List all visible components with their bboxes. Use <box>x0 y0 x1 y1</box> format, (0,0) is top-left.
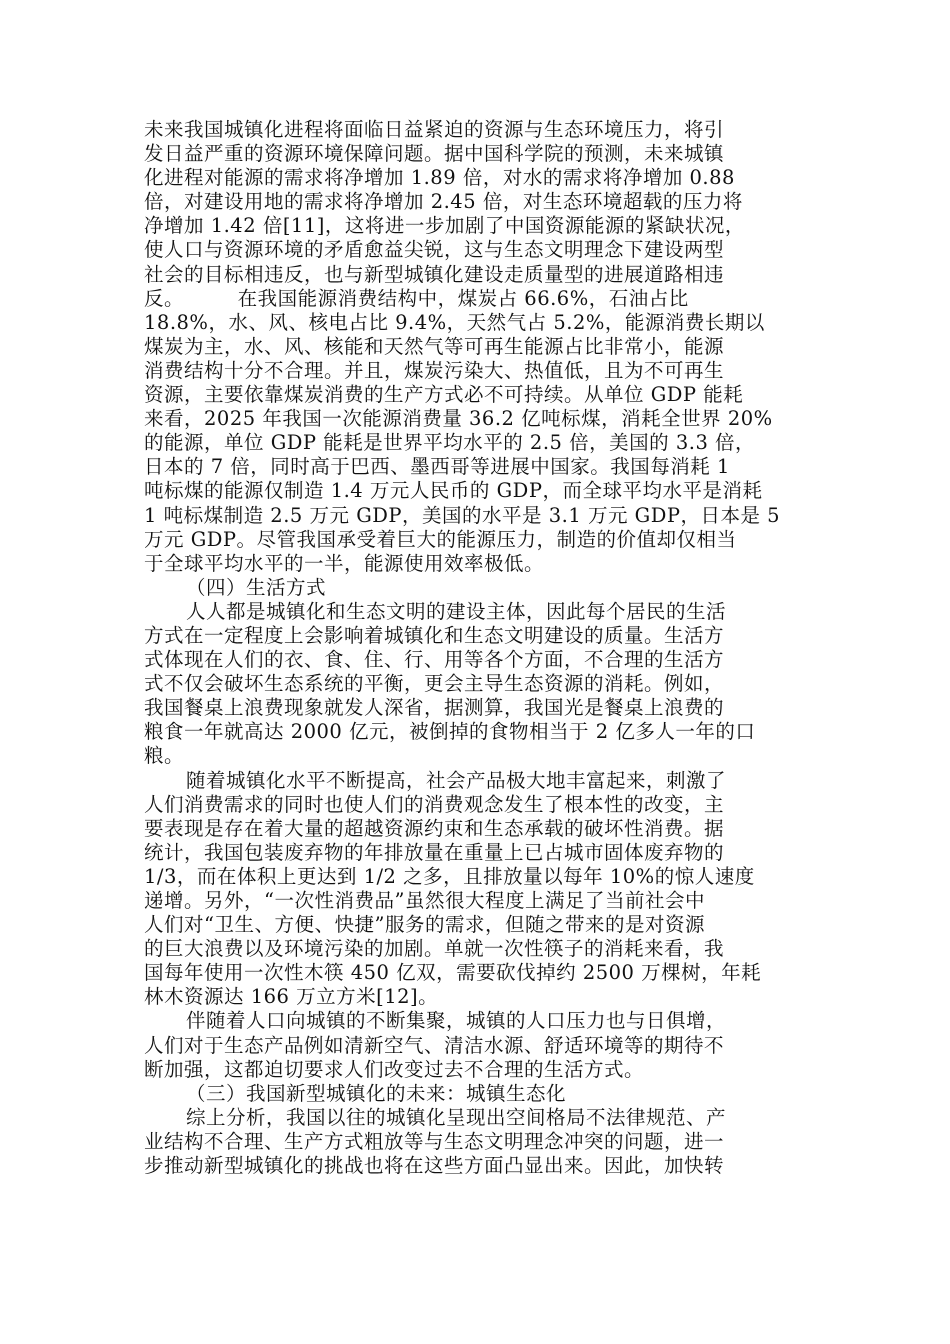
text-line: 未来我国城镇化进程将面临日益紧迫的资源与生态环境压力，将引 <box>144 118 725 141</box>
text-line: 日本的 7 倍，同时高于巴西、墨西哥等进展中国家。我国每消耗 1 <box>144 455 730 479</box>
text-line: 1 吨标煤制造 2.5 万元 GDP，美国的水平是 3.1 万元 GDP，日本是 5 <box>144 503 781 527</box>
text-line: 使人口与资源环境的矛盾愈益尖锐，这与生态文明理念下建设两型 <box>144 238 725 262</box>
text-line: 步推动新型城镇化的挑战也将在这些方面凸显出来。因此，加快转 <box>144 1154 725 1178</box>
text-line: 林木资源达 166 万立方米[12]。 <box>144 985 439 1009</box>
text-line: 国每年使用一次性木筷 450 亿双，需要砍伐掉约 2500 万棵树，年耗 <box>144 961 762 985</box>
text-line: 人们对于生态产品例如清新空气、清洁水源、舒适环境等的期待不 <box>144 1033 725 1057</box>
text-line: 递增。另外，“一次性消费品”虽然很大程度上满足了当前社会中 <box>144 889 705 912</box>
text-line: 式不仅会破坏生态系统的平衡，更会主导生态资源的消耗。例如， <box>144 672 725 696</box>
document-body <box>144 118 808 1178</box>
text-line: 综上分析，我国以往的城镇化呈现出空间格局不法律规范、产 <box>186 1105 727 1129</box>
text-line: 断加强，这都迫切要求人们改变过去不合理的生活方式。 <box>144 1057 645 1081</box>
text-line: 人们消费需求的同时也使人们的消费观念发生了根本性的改变，主 <box>144 792 725 816</box>
text-line: 伴随着人口向城镇的不断集聚，城镇的人口压力也与日俱增， <box>186 1009 727 1033</box>
text-line: 发日益严重的资源环境保障问题。据中国科学院的预测，未来城镇 <box>144 142 725 166</box>
text-line: 化进程对能源的需求将净增加 1.89 倍，对水的需求将净增加 0.88 <box>144 166 735 190</box>
text-line: 我国餐桌上浪费现象就发人深省，据测算，我国光是餐桌上浪费的 <box>144 696 725 720</box>
text-line: 倍，对建设用地的需求将净增加 2.45 倍，对生态环境超载的压力将 <box>144 190 743 214</box>
text-line: 煤炭为主，水、风、核能和天然气等可再生能源占比非常小，能源 <box>144 334 725 358</box>
text-line: 1/3，而在体积上更达到 1/2 之多，且排放量以每年 10%的惊人速度 <box>144 864 755 888</box>
text-line: 的巨大浪费以及环境污染的加剧。单就一次性筷子的消耗来看，我 <box>144 937 725 961</box>
section-heading: （三）我国新型城镇化的未来：城镇生态化 <box>186 1081 567 1105</box>
text-line: 消费结构十分不合理。并且，煤炭污染大、热值低，且为不可再生 <box>144 358 725 382</box>
text-line: 要表现是存在着大量的超越资源约束和生态承载的破坏性消费。据 <box>144 816 725 840</box>
text-line: 式体现在人们的衣、食、住、行、用等各个方面，不合理的生活方 <box>144 648 725 672</box>
section-heading: （四）生活方式 <box>186 575 327 599</box>
text-line: 方式在一定程度上会影响着城镇化和生态文明建设的质量。生活方 <box>144 623 725 647</box>
text-line: 统计，我国包装废弃物的年排放量在重量上已占城市固体废弃物的 <box>144 840 725 864</box>
text-line: 于全球平均水平的一半，能源使用效率极低。 <box>144 551 545 575</box>
text-line: 粮。 <box>144 744 185 768</box>
text-line: 社会的目标相违反，也与新型城镇化建设走质量型的进展道路相违 <box>144 262 725 286</box>
text-line: 来看，2025 年我国一次能源消费量 36.2 亿吨标煤，消耗全世界 20% <box>144 407 773 431</box>
text-line: 净增加 1.42 倍[11]，这将进一步加剧了中国资源能源的紧缺状况， <box>144 214 745 238</box>
text-line: 万元 GDP。尽管我国承受着巨大的能源压力，制造的价值却仅相当 <box>144 527 737 551</box>
text-line: 人们对“卫生、方便、快捷”服务的需求，但随之带来的是对资源 <box>144 913 705 937</box>
text-line: 业结构不合理、生产方式粗放等与生态文明理念冲突的问题，进一 <box>144 1129 725 1153</box>
text-line: 18.8%，水、风、核电占比 9.4%，天然气占 5.2%，能源消费长期以 <box>144 310 765 334</box>
text-line: 资源，主要依靠煤炭消费的生产方式必不可持续。从单位 GDP 能耗 <box>144 383 744 407</box>
text-line: 反。 在我国能源消费结构中，煤炭占 66.6%，石油占比 <box>144 286 689 310</box>
text-line: 的能源，单位 GDP 能耗是世界平均水平的 2.5 倍，美国的 3.3 倍， <box>144 431 756 455</box>
text-line: 随着城镇化水平不断提高，社会产品极大地丰富起来，刺激了 <box>186 768 727 792</box>
text-line: 粮食一年就高达 2000 亿元，被倒掉的食物相当于 2 亿多人一年的口 <box>144 720 756 744</box>
text-line: 人人都是城镇化和生态文明的建设主体，因此每个居民的生活 <box>186 599 727 623</box>
text-line: 吨标煤的能源仅制造 1.4 万元人民币的 GDP，而全球平均水平是消耗 <box>144 479 763 503</box>
